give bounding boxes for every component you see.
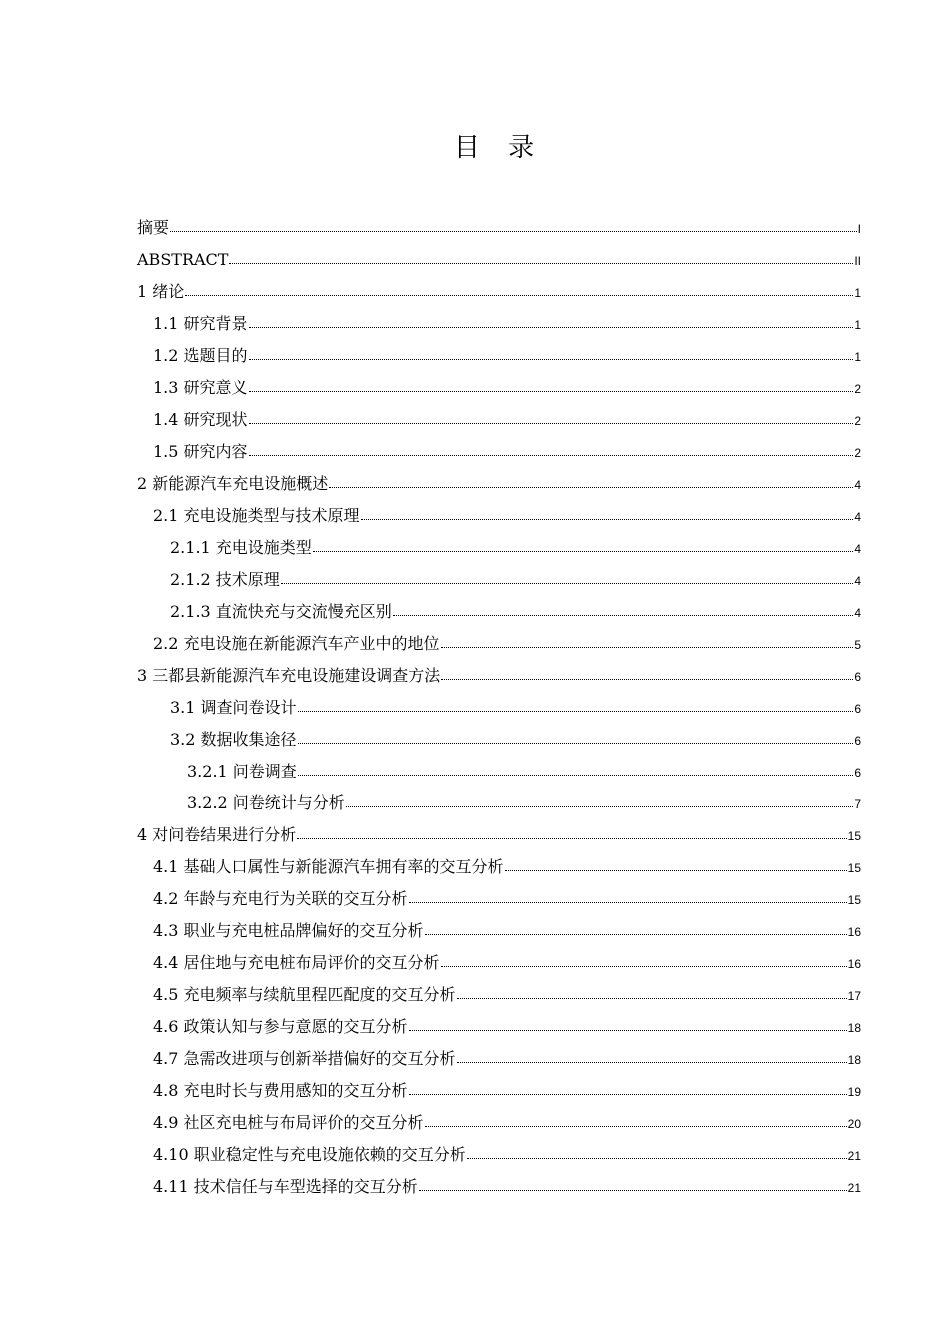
toc-entry-2-1-3[interactable] [170,599,861,625]
toc-entry-label: 2.1 充电设施类型与技术原理 [153,506,360,525]
dot-leader [441,679,853,680]
toc-entry-page: 4 [854,606,861,620]
toc-entry-label: 3.2 数据收集途径 [170,730,297,749]
toc-entry-page: 15 [847,829,861,843]
toc-entry-page: 15 [847,861,861,875]
dot-leader [170,231,857,232]
toc-entry-page: 1 [854,350,861,364]
dot-leader [249,455,854,456]
toc-entry-label: 1.4 研究现状 [153,410,248,429]
toc-entry-1-4[interactable] [153,407,861,433]
toc-entry-page: 4 [854,510,861,524]
toc-entry-2-1-1[interactable] [170,535,861,561]
toc-entry-label: 2.2 充电设施在新能源汽车产业中的地位 [153,634,440,653]
toc-entry-label: 4.5 充电频率与续航里程匹配度的交互分析 [153,985,456,1004]
dot-leader [393,615,854,616]
toc-entry-4-8[interactable] [153,1078,861,1104]
dot-leader [409,1030,847,1031]
toc-entry-page: 1 [854,286,861,300]
dot-leader [185,295,853,296]
toc-entry-label: 4.6 政策认知与参与意愿的交互分析 [153,1017,408,1036]
toc-entry-page: 21 [847,1181,861,1195]
toc-entry-chapter-3[interactable] [137,663,861,689]
toc-entry-page: 16 [847,925,861,939]
toc-entry-3-1[interactable] [170,695,861,721]
toc-entry-label: 2.1.3 直流快充与交流慢充区别 [170,602,392,621]
toc-entry-page: 2 [854,446,861,460]
toc-entry-label: 2.1.2 技术原理 [170,570,280,589]
toc-entry-label: 4 对问卷结果进行分析 [137,825,297,844]
dot-leader [249,391,854,392]
toc-entry-1-2[interactable] [153,343,861,369]
toc-entry-page: 5 [854,638,861,652]
dot-leader [229,263,853,264]
toc-entry-label: 1.2 选题目的 [153,346,248,365]
dot-leader [425,934,847,935]
toc-entry-page: 4 [854,478,861,492]
toc-entry-label: 3 三都县新能源汽车充电设施建设调查方法 [137,666,441,685]
toc-entry-page: 1 [854,318,861,332]
toc-entry-label: 4.8 充电时长与费用感知的交互分析 [153,1081,408,1100]
toc-entry-label: 1 绪论 [137,282,185,301]
toc-entry-label: ABSTRACT [137,250,229,269]
toc-entry-page: 20 [847,1117,861,1131]
dot-leader [409,902,847,903]
toc-entry-4-4[interactable] [153,950,861,976]
toc-entry-label: 2.1.1 充电设施类型 [170,538,312,557]
toc-entry-label: 1.5 研究内容 [153,442,248,461]
toc-entry-label: 1.3 研究意义 [153,378,248,397]
toc-entry-page: 6 [854,670,861,684]
dot-leader [457,998,847,999]
toc-entry-1-3[interactable] [153,375,861,401]
toc-entry-3-2[interactable] [170,727,861,753]
dot-leader [346,806,854,807]
toc-entry-3-2-2[interactable] [187,790,861,816]
toc-entry-page: 2 [854,414,861,428]
toc-entry-page: 18 [847,1053,861,1067]
toc-entry-page: 19 [847,1085,861,1099]
toc-entry-4-11[interactable] [153,1174,861,1200]
toc-entry-page: 2 [854,382,861,396]
dot-leader [361,519,854,520]
dot-leader [425,1126,847,1127]
dot-leader [297,838,846,839]
toc-entry-4-1[interactable] [153,854,861,880]
toc-entry-page: 6 [854,734,861,748]
dot-leader [329,487,853,488]
toc-entry-page: 7 [854,797,861,811]
toc-entry-label: 4.3 职业与充电桩品牌偏好的交互分析 [153,921,424,940]
toc-entry-4-10[interactable] [153,1142,861,1168]
dot-leader [298,775,854,776]
toc-entry-4-6[interactable] [153,1014,861,1040]
toc-entry-label: 3.1 调查问卷设计 [170,698,297,717]
dot-leader [313,551,854,552]
toc-entry-2-1-2[interactable] [170,567,861,593]
toc-entry-4-2[interactable] [153,886,861,912]
toc-title: 目 录 [453,133,545,163]
toc-entry-page: 4 [854,574,861,588]
dot-leader [467,1158,847,1159]
toc-entry-4-3[interactable] [153,918,861,944]
toc-entry-label: 摘要 [137,218,170,237]
toc-entry-label: 4.4 居住地与充电桩布局评价的交互分析 [153,953,440,972]
toc-entry-1-5[interactable] [153,439,861,465]
toc-entry-label: 4.1 基础人口属性与新能源汽车拥有率的交互分析 [153,857,504,876]
toc-entry-page: 6 [854,766,861,780]
toc-entry-abstract-cn[interactable] [137,215,861,241]
dot-leader [298,743,854,744]
toc-entry-page: II [854,254,861,268]
toc-entry-4-5[interactable] [153,982,861,1008]
toc-entry-page: 17 [847,989,861,1003]
toc-entry-4-9[interactable] [153,1110,861,1136]
toc-entry-page: 15 [847,893,861,907]
toc-entry-page: 4 [854,542,861,556]
dot-leader [441,647,854,648]
dot-leader [249,327,854,328]
toc-entry-1-1[interactable] [153,311,861,337]
toc-entry-2-1[interactable] [153,503,861,529]
dot-leader [505,870,847,871]
toc-entry-chapter-4[interactable] [137,822,861,848]
toc-entry-label: 2 新能源汽车充电设施概述 [137,474,329,493]
toc-entry-page: 16 [847,957,861,971]
toc-entry-4-7[interactable] [153,1046,861,1072]
dot-leader [441,966,847,967]
toc-entry-page: 18 [847,1021,861,1035]
toc-entry-label: 4.7 急需改进项与创新举措偏好的交互分析 [153,1049,456,1068]
toc-entry-page: 21 [847,1149,861,1163]
toc-entry-label: 4.11 技术信任与车型选择的交互分析 [153,1177,418,1196]
toc-entry-label: 1.1 研究背景 [153,314,248,333]
dot-leader [419,1190,847,1191]
toc-entry-2-2[interactable] [153,631,861,657]
dot-leader [281,583,854,584]
dot-leader [249,359,854,360]
toc-entry-page: 6 [854,702,861,716]
toc-entry-abstract-en[interactable] [137,247,861,273]
toc-entry-label: 4.9 社区充电桩与布局评价的交互分析 [153,1113,424,1132]
toc-entry-page: I [857,222,861,236]
dot-leader [249,423,854,424]
toc-entry-3-2-1[interactable] [187,759,861,785]
toc-entry-label: 3.2.2 问卷统计与分析 [187,793,345,812]
toc-entry-chapter-2[interactable] [137,471,861,497]
dot-leader [457,1062,847,1063]
toc-entry-label: 3.2.1 问卷调查 [187,762,297,781]
toc-entry-label: 4.2 年龄与充电行为关联的交互分析 [153,889,408,908]
dot-leader [409,1094,847,1095]
dot-leader [298,711,854,712]
toc-entry-label: 4.10 职业稳定性与充电设施依赖的交互分析 [153,1145,466,1164]
toc-entry-chapter-1[interactable] [137,279,861,305]
